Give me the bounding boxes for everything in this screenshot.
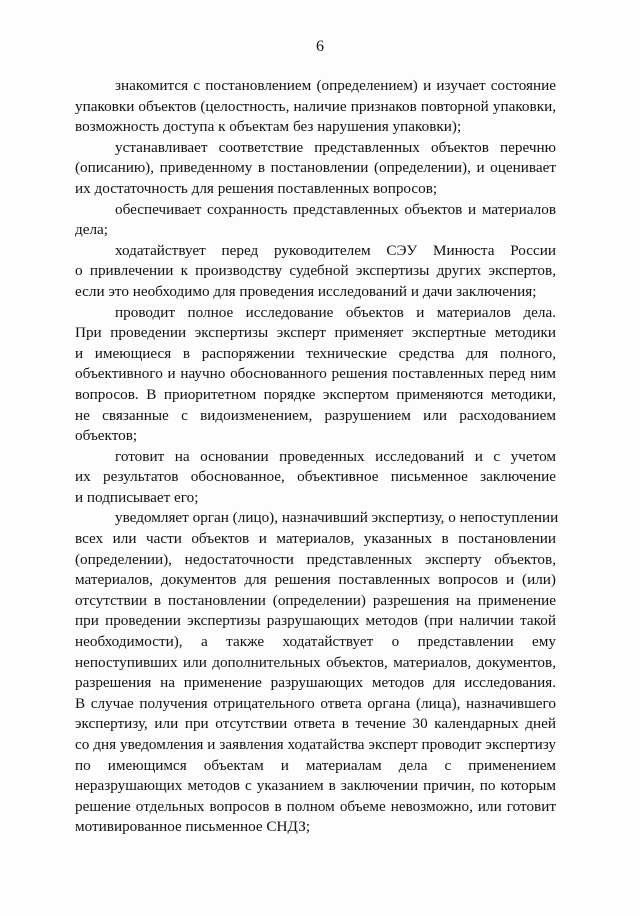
- text-line: устанавливает соответствие представленных объектов перечню: [115, 138, 556, 156]
- text-line: В случае получения отрицательного ответа органа (лица), назначившего: [75, 694, 556, 712]
- text-line: При проведении экспертизы эксперт применяет экспертные методики: [75, 324, 556, 342]
- text-line: необходимости), а также ходатайствует о представлении ему: [75, 633, 556, 651]
- paragraph: [75, 200, 556, 241]
- text-line: (описанию), приведенному в постановлении (определении), и оценивает: [75, 159, 556, 177]
- text-line: при проведении экспертизы разрушающих методов (при наличии такой: [75, 612, 556, 630]
- text-line: объективного и научно обоснованного решения поставленных перед ним: [75, 365, 556, 383]
- text-line: разрешения на применение разрушающих методов для исследования.: [75, 674, 556, 692]
- text-line: по имеющимся объектам и материалам дела с применением: [75, 756, 556, 774]
- text-line: ходатайствует перед руководителем СЭУ Минюста России: [115, 241, 556, 259]
- text-line: мотивированное письменное СНДЗ;: [75, 818, 311, 836]
- text-line: (определении), недостаточности представленных эксперту объектов,: [75, 550, 556, 568]
- text-line: и подписывает его;: [75, 488, 199, 506]
- text-line: непоступивших или дополнительных объектов, материалов, документов,: [75, 653, 556, 671]
- paragraph: [75, 76, 556, 138]
- text-line: всех или части объектов и материалов, указанных в постановлении: [75, 530, 556, 548]
- paragraph: [75, 303, 556, 447]
- text-line: их результатов обоснованное, объективное письменное заключение: [75, 468, 556, 486]
- text-line: вопросов. В приоритетном порядке экспертом применяются методики,: [75, 385, 556, 403]
- text-line: объектов;: [75, 427, 138, 445]
- text-line: со дня уведомления и заявления ходатайства эксперт проводит экспертизу: [75, 736, 556, 753]
- text-line: отсутствии в постановлении (определении) разрешения на применение: [75, 591, 556, 609]
- text-line: готовит на основании проведенных исследований и с учетом: [115, 447, 556, 465]
- text-line: материалов, документов для решения поставленных вопросов и (или): [75, 571, 556, 589]
- paragraph: [75, 508, 559, 838]
- text-line: проводит полное исследование объектов и материалов дела.: [115, 303, 556, 321]
- text-line: упаковки объектов (целостность, наличие признаков повторной упаковки,: [75, 97, 556, 115]
- text-line: о привлечении к производству судебной экспертизы других экспертов,: [75, 262, 556, 280]
- text-line: экспертизу, или при отсутствии ответа в течение 30 календарных дней: [75, 715, 556, 733]
- text-line: уведомляет орган (лицо), назначивший экспертизу, о непоступлении: [115, 509, 559, 527]
- text-line: не связанные с видоизменением, разрушением или расходованием: [75, 406, 556, 424]
- text-line: решение отдельных вопросов в полном объеме невозможно, или готовит: [75, 797, 556, 815]
- text-line: неразрушающих методов с указанием в заключении причин, по которым: [75, 777, 556, 795]
- text-line: их достаточность для решения поставленных вопросов;: [75, 179, 438, 197]
- page-number: 6: [316, 38, 324, 55]
- text-line: дела;: [75, 221, 109, 239]
- paragraph: [75, 138, 556, 200]
- text-line: если это необходимо для проведения исследований и дачи заключения;: [75, 282, 537, 300]
- paragraph: [75, 447, 556, 509]
- paragraph: [75, 241, 556, 303]
- text-line: знакомится с постановлением (определением) и изучает состояние: [115, 77, 556, 94]
- document-body: [75, 76, 559, 838]
- text-line: возможность доступа к объектам без нарушения упаковки);: [75, 118, 462, 136]
- text-line: обеспечивает сохранность представленных объектов и материалов: [115, 200, 556, 218]
- text-line: и имеющиеся в распоряжении технические средства для полного,: [75, 344, 556, 362]
